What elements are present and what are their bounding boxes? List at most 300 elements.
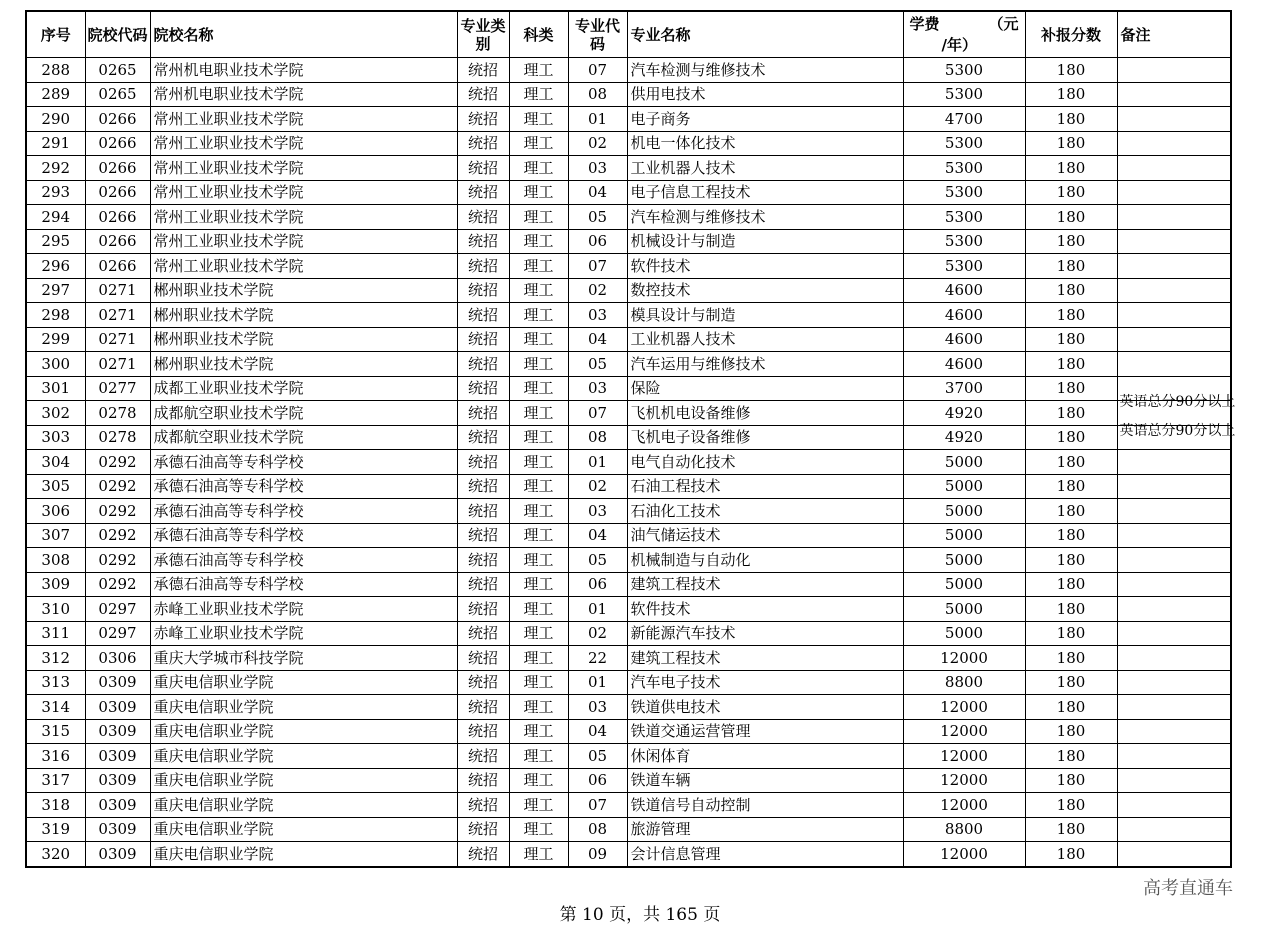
- cell-school-name: 郴州职业技术学院: [150, 327, 457, 352]
- table-row: [26, 670, 1231, 695]
- cell-major-name: 保险: [627, 376, 903, 401]
- cell-fee: 5000: [903, 474, 1025, 499]
- cell-seq: 316: [26, 744, 85, 769]
- cell-major-code: 02: [568, 278, 627, 303]
- cell-subject: 理工: [509, 180, 568, 205]
- cell-note: [1117, 254, 1231, 279]
- cell-major-category: 统招: [457, 548, 509, 573]
- cell-note: [1117, 548, 1231, 573]
- cell-school-name: 常州机电职业技术学院: [150, 82, 457, 107]
- cell-school-code: 0271: [85, 327, 150, 352]
- cell-major-code: 02: [568, 621, 627, 646]
- cell-fee: 5300: [903, 82, 1025, 107]
- cell-major-code: 03: [568, 695, 627, 720]
- cell-score: 180: [1025, 572, 1117, 597]
- cell-score: 180: [1025, 82, 1117, 107]
- cell-school-code: 0292: [85, 548, 150, 573]
- cell-subject: 理工: [509, 58, 568, 83]
- cell-score: 180: [1025, 597, 1117, 622]
- cell-subject: 理工: [509, 719, 568, 744]
- cell-major-name: 汽车检测与维修技术: [627, 205, 903, 230]
- cell-school-name: 成都航空职业技术学院: [150, 425, 457, 450]
- cell-major-category: 统招: [457, 499, 509, 524]
- cell-school-code: 0277: [85, 376, 150, 401]
- cell-school-name: 成都工业职业技术学院: [150, 376, 457, 401]
- cell-seq: 303: [26, 425, 85, 450]
- table-row: [26, 817, 1231, 842]
- cell-school-code: 0309: [85, 719, 150, 744]
- cell-major-category: 统招: [457, 768, 509, 793]
- cell-major-code: 04: [568, 523, 627, 548]
- cell-school-name: 常州工业职业技术学院: [150, 131, 457, 156]
- cell-fee: 5000: [903, 523, 1025, 548]
- cell-major-name: 电子商务: [627, 107, 903, 132]
- table-row: [26, 82, 1231, 107]
- table-row: [26, 376, 1231, 401]
- cell-score: 180: [1025, 744, 1117, 769]
- cell-school-name: 常州工业职业技术学院: [150, 229, 457, 254]
- cell-major-name: 机械制造与自动化: [627, 548, 903, 573]
- table-row: [26, 793, 1231, 818]
- cell-major-name: 石油化工技术: [627, 499, 903, 524]
- cell-note: [1117, 646, 1231, 671]
- cell-school-code: 0309: [85, 842, 150, 867]
- cell-seq: 300: [26, 352, 85, 377]
- cell-school-code: 0266: [85, 229, 150, 254]
- cell-subject: 理工: [509, 842, 568, 867]
- cell-major-name: 建筑工程技术: [627, 572, 903, 597]
- cell-note: [1117, 352, 1231, 377]
- cell-major-name: 休闲体育: [627, 744, 903, 769]
- cell-seq: 299: [26, 327, 85, 352]
- cell-note: [1117, 303, 1231, 328]
- cell-fee: 5000: [903, 450, 1025, 475]
- table-row: [26, 719, 1231, 744]
- cell-school-name: 重庆大学城市科技学院: [150, 646, 457, 671]
- cell-fee: 5000: [903, 572, 1025, 597]
- table-row: [26, 401, 1231, 426]
- cell-school-code: 0266: [85, 131, 150, 156]
- cell-subject: 理工: [509, 254, 568, 279]
- cell-subject: 理工: [509, 303, 568, 328]
- cell-major-category: 统招: [457, 205, 509, 230]
- cell-subject: 理工: [509, 695, 568, 720]
- cell-score: 180: [1025, 621, 1117, 646]
- cell-school-code: 0266: [85, 205, 150, 230]
- header-fee-unit-open: （元: [988, 15, 1019, 33]
- cell-score: 180: [1025, 670, 1117, 695]
- table-row: [26, 499, 1231, 524]
- cell-subject: 理工: [509, 474, 568, 499]
- cell-seq: 302: [26, 401, 85, 426]
- cell-seq: 295: [26, 229, 85, 254]
- cell-score: 180: [1025, 719, 1117, 744]
- cell-school-code: 0265: [85, 58, 150, 83]
- cell-major-code: 06: [568, 572, 627, 597]
- cell-major-name: 旅游管理: [627, 817, 903, 842]
- cell-score: 180: [1025, 425, 1117, 450]
- cell-major-code: 05: [568, 744, 627, 769]
- table-row: [26, 205, 1231, 230]
- cell-subject: 理工: [509, 327, 568, 352]
- cell-score: 180: [1025, 793, 1117, 818]
- cell-major-category: 统招: [457, 229, 509, 254]
- cell-school-code: 0278: [85, 401, 150, 426]
- cell-fee: 12000: [903, 719, 1025, 744]
- cell-school-name: 郴州职业技术学院: [150, 352, 457, 377]
- table-row: [26, 597, 1231, 622]
- cell-seq: 305: [26, 474, 85, 499]
- cell-fee: 8800: [903, 817, 1025, 842]
- cell-school-name: 重庆电信职业学院: [150, 842, 457, 867]
- cell-school-code: 0271: [85, 278, 150, 303]
- cell-subject: 理工: [509, 425, 568, 450]
- cell-seq: 296: [26, 254, 85, 279]
- cell-major-code: 07: [568, 58, 627, 83]
- cell-fee: 12000: [903, 646, 1025, 671]
- cell-note: [1117, 278, 1231, 303]
- cell-major-name: 汽车检测与维修技术: [627, 58, 903, 83]
- cell-subject: 理工: [509, 107, 568, 132]
- cell-seq: 292: [26, 156, 85, 181]
- cell-major-code: 08: [568, 425, 627, 450]
- cell-score: 180: [1025, 817, 1117, 842]
- cell-note: [1117, 107, 1231, 132]
- cell-major-name: 电气自动化技术: [627, 450, 903, 475]
- cell-school-name: 重庆电信职业学院: [150, 695, 457, 720]
- cell-score: 180: [1025, 58, 1117, 83]
- cell-major-name: 飞机电子设备维修: [627, 425, 903, 450]
- cell-fee: 5300: [903, 254, 1025, 279]
- table-row: [26, 131, 1231, 156]
- cell-major-name: 铁道供电技术: [627, 695, 903, 720]
- cell-major-category: 统招: [457, 621, 509, 646]
- cell-school-name: 重庆电信职业学院: [150, 793, 457, 818]
- cell-score: 180: [1025, 107, 1117, 132]
- cell-school-code: 0292: [85, 474, 150, 499]
- cell-score: 180: [1025, 180, 1117, 205]
- cell-school-name: 重庆电信职业学院: [150, 744, 457, 769]
- cell-school-name: 成都航空职业技术学院: [150, 401, 457, 426]
- cell-major-category: 统招: [457, 793, 509, 818]
- cell-major-code: 04: [568, 180, 627, 205]
- cell-major-code: 07: [568, 793, 627, 818]
- cell-subject: 理工: [509, 278, 568, 303]
- cell-seq: 312: [26, 646, 85, 671]
- cell-school-name: 赤峰工业职业技术学院: [150, 621, 457, 646]
- table-row: [26, 646, 1231, 671]
- cell-major-name: 软件技术: [627, 597, 903, 622]
- cell-score: 180: [1025, 327, 1117, 352]
- cell-school-code: 0309: [85, 793, 150, 818]
- header-major-category: 专业类别: [457, 11, 509, 58]
- table-row: [26, 327, 1231, 352]
- cell-major-name: 工业机器人技术: [627, 156, 903, 181]
- cell-school-code: 0297: [85, 621, 150, 646]
- cell-note: [1117, 719, 1231, 744]
- cell-major-category: 统招: [457, 156, 509, 181]
- cell-subject: 理工: [509, 523, 568, 548]
- cell-major-name: 汽车运用与维修技术: [627, 352, 903, 377]
- cell-fee: 5300: [903, 229, 1025, 254]
- cell-school-code: 0309: [85, 744, 150, 769]
- cell-major-code: 01: [568, 107, 627, 132]
- cell-seq: 313: [26, 670, 85, 695]
- cell-note: [1117, 523, 1231, 548]
- cell-school-code: 0266: [85, 107, 150, 132]
- cell-major-code: 02: [568, 474, 627, 499]
- cell-seq: 311: [26, 621, 85, 646]
- cell-score: 180: [1025, 768, 1117, 793]
- table-row: [26, 768, 1231, 793]
- cell-major-code: 03: [568, 156, 627, 181]
- cell-major-code: 22: [568, 646, 627, 671]
- cell-note: [1117, 621, 1231, 646]
- cell-note: [1117, 180, 1231, 205]
- cell-score: 180: [1025, 352, 1117, 377]
- cell-note: [1117, 597, 1231, 622]
- header-school-code: 院校代码: [85, 11, 150, 58]
- cell-subject: 理工: [509, 621, 568, 646]
- cell-major-name: 铁道信号自动控制: [627, 793, 903, 818]
- cell-school-code: 0292: [85, 572, 150, 597]
- cell-score: 180: [1025, 499, 1117, 524]
- table-row: [26, 695, 1231, 720]
- cell-major-category: 统招: [457, 58, 509, 83]
- cell-seq: 301: [26, 376, 85, 401]
- header-fee: [903, 11, 1025, 58]
- cell-school-name: 郴州职业技术学院: [150, 303, 457, 328]
- header-major-code: 专业代码: [568, 11, 627, 58]
- cell-major-code: 06: [568, 229, 627, 254]
- cell-school-code: 0278: [85, 425, 150, 450]
- cell-school-name: 重庆电信职业学院: [150, 670, 457, 695]
- cell-score: 180: [1025, 303, 1117, 328]
- page-footer: 第 10 页，共 165 页: [559, 905, 721, 925]
- cell-fee: 5300: [903, 156, 1025, 181]
- cell-school-code: 0266: [85, 156, 150, 181]
- cell-fee: 5000: [903, 499, 1025, 524]
- cell-note: [1117, 156, 1231, 181]
- cell-major-category: 统招: [457, 744, 509, 769]
- cell-school-code: 0297: [85, 597, 150, 622]
- cell-fee: 12000: [903, 842, 1025, 867]
- cell-note: [1117, 793, 1231, 818]
- cell-major-name: 模具设计与制造: [627, 303, 903, 328]
- cell-fee: 5300: [903, 58, 1025, 83]
- cell-major-category: 统招: [457, 817, 509, 842]
- cell-subject: 理工: [509, 548, 568, 573]
- cell-major-category: 统招: [457, 107, 509, 132]
- table-row: [26, 474, 1231, 499]
- table-row: [26, 425, 1231, 450]
- cell-school-name: 承德石油高等专科学校: [150, 548, 457, 573]
- cell-note: [1117, 58, 1231, 83]
- cell-major-name: 机械设计与制造: [627, 229, 903, 254]
- cell-subject: 理工: [509, 131, 568, 156]
- cell-fee: 12000: [903, 793, 1025, 818]
- cell-school-code: 0292: [85, 499, 150, 524]
- table-row: [26, 58, 1231, 83]
- cell-major-name: 会计信息管理: [627, 842, 903, 867]
- table-row: [26, 523, 1231, 548]
- cell-school-code: 0292: [85, 523, 150, 548]
- cell-note: [1117, 205, 1231, 230]
- cell-subject: 理工: [509, 450, 568, 475]
- cell-subject: 理工: [509, 572, 568, 597]
- cell-seq: 294: [26, 205, 85, 230]
- cell-note: [1117, 422, 1236, 450]
- cell-seq: 290: [26, 107, 85, 132]
- cell-school-code: 0309: [85, 817, 150, 842]
- cell-major-name: 油气储运技术: [627, 523, 903, 548]
- cell-major-code: 03: [568, 499, 627, 524]
- cell-school-name: 承德石油高等专科学校: [150, 572, 457, 597]
- cell-subject: 理工: [509, 793, 568, 818]
- cell-score: 180: [1025, 474, 1117, 499]
- cell-major-category: 统招: [457, 180, 509, 205]
- cell-fee: 5300: [903, 205, 1025, 230]
- cell-score: 180: [1025, 278, 1117, 303]
- admission-table: [25, 10, 1236, 868]
- header-school-name: 院校名称: [150, 11, 457, 58]
- cell-major-code: 09: [568, 842, 627, 867]
- cell-subject: 理工: [509, 817, 568, 842]
- cell-major-name: 石油工程技术: [627, 474, 903, 499]
- cell-school-code: 0271: [85, 352, 150, 377]
- cell-major-category: 统招: [457, 474, 509, 499]
- cell-note: [1117, 842, 1231, 867]
- cell-major-category: 统招: [457, 842, 509, 867]
- cell-school-name: 赤峰工业职业技术学院: [150, 597, 457, 622]
- table-row: [26, 180, 1231, 205]
- cell-major-name: 机电一体化技术: [627, 131, 903, 156]
- cell-fee: 5000: [903, 621, 1025, 646]
- cell-major-name: 飞机机电设备维修: [627, 401, 903, 426]
- cell-major-category: 统招: [457, 572, 509, 597]
- header-fee-label: 学费: [909, 15, 940, 33]
- cell-subject: 理工: [509, 670, 568, 695]
- cell-major-category: 统招: [457, 327, 509, 352]
- cell-major-name: 铁道车辆: [627, 768, 903, 793]
- cell-school-name: 承德石油高等专科学校: [150, 499, 457, 524]
- table-row: [26, 352, 1231, 377]
- header-score: 补报分数: [1025, 11, 1117, 58]
- cell-subject: 理工: [509, 82, 568, 107]
- cell-seq: 315: [26, 719, 85, 744]
- table-row: [26, 254, 1231, 279]
- cell-major-category: 统招: [457, 376, 509, 401]
- cell-fee: 5000: [903, 597, 1025, 622]
- cell-seq: 304: [26, 450, 85, 475]
- cell-fee: 12000: [903, 744, 1025, 769]
- cell-major-name: 汽车电子技术: [627, 670, 903, 695]
- table-row: [26, 572, 1231, 597]
- cell-note: [1117, 82, 1231, 107]
- cell-school-name: 常州机电职业技术学院: [150, 58, 457, 83]
- cell-seq: 320: [26, 842, 85, 867]
- cell-seq: 307: [26, 523, 85, 548]
- table-row: [26, 156, 1231, 181]
- cell-school-name: 重庆电信职业学院: [150, 817, 457, 842]
- cell-note: [1117, 131, 1231, 156]
- cell-score: 180: [1025, 548, 1117, 573]
- cell-major-code: 06: [568, 768, 627, 793]
- cell-seq: 310: [26, 597, 85, 622]
- cell-major-code: 01: [568, 670, 627, 695]
- cell-major-category: 统招: [457, 450, 509, 475]
- cell-subject: 理工: [509, 376, 568, 401]
- cell-major-name: 供用电技术: [627, 82, 903, 107]
- cell-score: 180: [1025, 842, 1117, 867]
- cell-fee: 12000: [903, 768, 1025, 793]
- cell-school-code: 0265: [85, 82, 150, 107]
- cell-note: [1117, 695, 1231, 720]
- cell-school-name: 重庆电信职业学院: [150, 719, 457, 744]
- cell-fee: 3700: [903, 376, 1025, 401]
- cell-school-name: 承德石油高等专科学校: [150, 474, 457, 499]
- cell-fee: 5300: [903, 180, 1025, 205]
- cell-major-category: 统招: [457, 670, 509, 695]
- cell-score: 180: [1025, 376, 1117, 401]
- cell-major-category: 统招: [457, 278, 509, 303]
- header-fee-unit-close: /年）: [941, 36, 977, 54]
- cell-fee: 4600: [903, 327, 1025, 352]
- cell-subject: 理工: [509, 205, 568, 230]
- cell-seq: 309: [26, 572, 85, 597]
- cell-major-code: 01: [568, 450, 627, 475]
- cell-fee: 8800: [903, 670, 1025, 695]
- cell-note: [1117, 229, 1231, 254]
- cell-subject: 理工: [509, 229, 568, 254]
- table-row: [26, 278, 1231, 303]
- cell-subject: 理工: [509, 156, 568, 181]
- cell-note: [1117, 499, 1231, 524]
- cell-major-code: 04: [568, 719, 627, 744]
- cell-fee: 4600: [903, 303, 1025, 328]
- cell-school-name: 郴州职业技术学院: [150, 278, 457, 303]
- cell-major-category: 统招: [457, 401, 509, 426]
- cell-seq: 298: [26, 303, 85, 328]
- cell-subject: 理工: [509, 352, 568, 377]
- cell-subject: 理工: [509, 744, 568, 769]
- cell-major-name: 工业机器人技术: [627, 327, 903, 352]
- cell-fee: 5000: [903, 548, 1025, 573]
- cell-subject: 理工: [509, 646, 568, 671]
- cell-school-code: 0309: [85, 670, 150, 695]
- cell-note: [1117, 474, 1231, 499]
- cell-seq: 297: [26, 278, 85, 303]
- cell-note: [1117, 744, 1231, 769]
- cell-major-category: 统招: [457, 695, 509, 720]
- note-text: 英语总分90分以上: [1119, 394, 1236, 410]
- table-row: [26, 548, 1231, 573]
- header-row: [26, 11, 1231, 58]
- cell-major-category: 统招: [457, 303, 509, 328]
- cell-fee: 4920: [903, 425, 1025, 450]
- cell-seq: 318: [26, 793, 85, 818]
- cell-score: 180: [1025, 523, 1117, 548]
- cell-note: [1117, 572, 1231, 597]
- note-text: 英语总分90分以上: [1119, 422, 1236, 439]
- cell-school-code: 0309: [85, 695, 150, 720]
- cell-major-category: 统招: [457, 719, 509, 744]
- cell-major-category: 统招: [457, 646, 509, 671]
- cell-subject: 理工: [509, 499, 568, 524]
- cell-school-code: 0306: [85, 646, 150, 671]
- cell-major-code: 03: [568, 303, 627, 328]
- cell-school-code: 0271: [85, 303, 150, 328]
